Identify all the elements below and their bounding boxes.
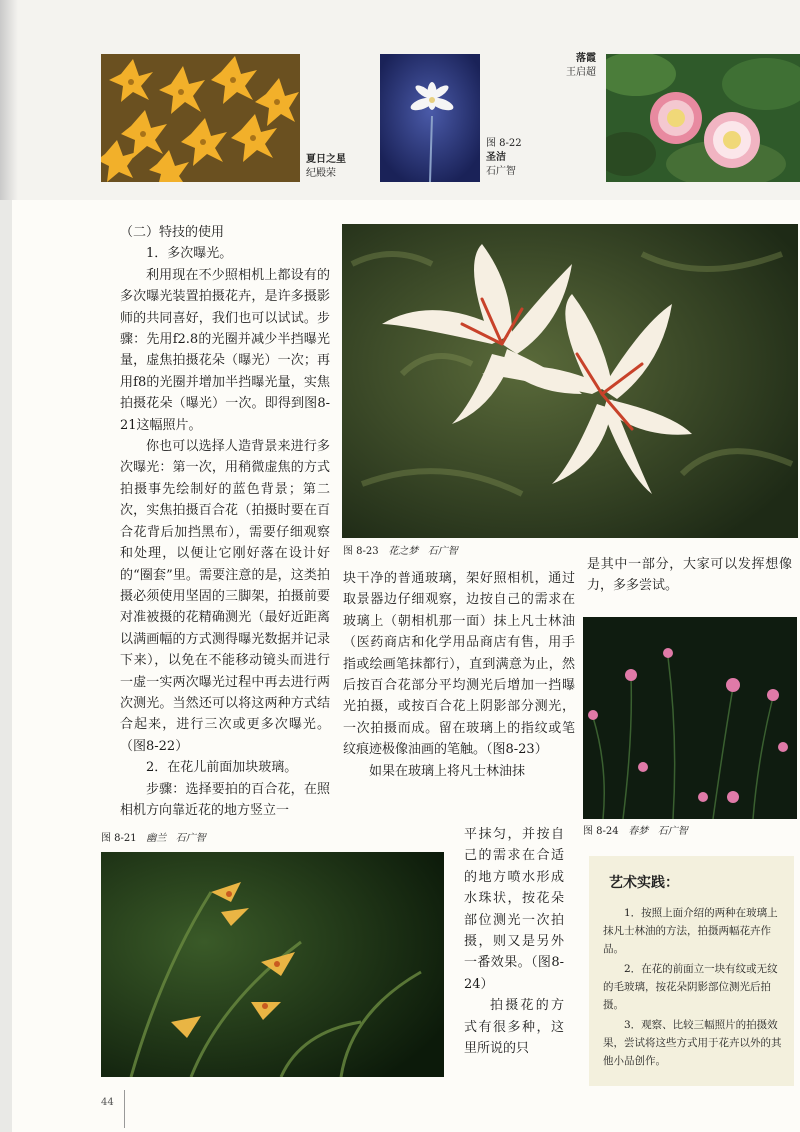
figure-8-23-image: [342, 224, 798, 538]
caption-fig-8-24: [583, 825, 688, 839]
caption-author: 王启超: [566, 67, 596, 78]
caption-purity: [486, 137, 522, 179]
figure-8-21-image: [101, 852, 444, 1077]
paragraph: 如果在玻璃上将凡士林油抹: [369, 763, 526, 779]
caption-title: 圣洁: [486, 152, 506, 163]
caption-fig-8-23: [343, 545, 458, 559]
art-practice-box: [589, 856, 794, 1086]
paragraph: 平抹匀，并按自己的需求在合适的地方喷水形成水珠状，按花朵部位测光一次拍摄，则又是另外一番效果。（图8-24）: [464, 827, 564, 992]
left-column: [120, 222, 330, 821]
caption-sunset-clouds: [566, 52, 596, 80]
figure-label: 图 8-23: [343, 546, 379, 557]
middle-column-lower: [464, 824, 564, 1059]
figure-author: 石广智: [175, 833, 206, 844]
figure-author: 石广智: [657, 826, 688, 837]
art-practice-item: 2．在花的前面立一块有纹或无纹的毛玻璃，按花朵阴影部位测光后拍摄。: [603, 963, 778, 1011]
caption-title: 夏日之星: [306, 154, 346, 165]
figure-author: 石广智: [427, 546, 458, 557]
art-practice-item: 1．按照上面介绍的两种在玻璃上抹凡士林油的方法，拍摄两幅花卉作品。: [603, 907, 778, 955]
photo-summer-star: [101, 54, 300, 182]
caption-author: 纪殿荣: [306, 168, 336, 179]
page-divider: [124, 1090, 125, 1128]
caption-fig-8-21: [101, 832, 206, 846]
subheading-glass: 2．在花儿前面加块玻璃。: [146, 760, 298, 776]
paragraph: 步骤：选择要拍的百合花，在照相机方向靠近花的地方竖立一: [120, 781, 330, 818]
figure-title: 春梦: [628, 826, 649, 837]
photo-purity: [380, 54, 480, 182]
caption-author: 石广智: [486, 166, 516, 177]
middle-column-upper: [343, 568, 575, 782]
section-heading: （二）特技的使用: [120, 225, 225, 240]
figure-label: 图 8-21: [101, 833, 137, 844]
paragraph: 拍摄花的方式有很多种，这里所说的只: [464, 998, 564, 1057]
caption-summer-star: [306, 153, 346, 181]
photo-sunset-clouds: [606, 54, 800, 182]
figure-label: 图 8-24: [583, 826, 619, 837]
orchid-image: [101, 852, 444, 1077]
caption-title: 落霞: [576, 53, 596, 64]
pink-flowers-dark-bg-image: [583, 617, 797, 819]
figure-8-24-image: [583, 617, 797, 819]
paragraph: 利用现在不少照相机上都设有的多次曝光装置拍摄花卉，是许多摄影师的共同喜好，我们也可以试试。步骤：先用f2.8的光圈并减少半挡曝光量，虚焦拍摄花朵（曝光）一次；再用f8的光圈并增加半挡曝光量，实焦拍摄花朵（曝光）一次。即得到图8-21这幅照片。: [120, 267, 330, 433]
white-lily-blue-bg-image: [380, 54, 480, 182]
paragraph: 你也可以选择人造背景来进行多次曝光：第一次，用稍微虚焦的方式拍摄事先绘制好的蓝色背景；第二次，实焦拍摄百合花（拍摄时要在百合花背后加挡黑布），需要仔细观察和处理，以便让它刚好落在设计好的“圈套”里。需要注意的是，这类拍摄必须使用坚固的三脚架，拍摄前要对准被摄的花精确测光（最好近距离以满画幅的方式测得曝光数据并记录下来），以免在不能移动镜头而进行一虚一实两次曝光过程中再去进行两次测光。当然还可以将这两种方式结合起来，进行三次或更多次曝光。（图8-22）: [120, 439, 330, 754]
paragraph: 块干净的普通玻璃，架好照相机，通过取景器边仔细观察，边按自己的需求在玻璃上（朝相机那一面）抹上凡士林油（医药商店和化学用品商店有售，用手指或绘画笔抹都行），直到满意为止，然后按百合花部分平均测光后增加一挡曝光拍摄，或按百合花上阴影部分测光，一次拍摄而成。留在玻璃上的指纹或笔纹痕迹极像油画的笔触。（图8-23）: [343, 571, 575, 758]
art-practice-title: 艺术实践：: [609, 875, 679, 891]
art-practice-item: 3．观察、比较三幅照片的拍摄效果，尝试将这些方式用于花卉以外的其他小品创作。: [603, 1019, 782, 1067]
right-column: [587, 554, 792, 597]
caption-figure: 图 8-22: [486, 138, 522, 149]
pink-lotus-image: [606, 54, 800, 182]
white-lily-oil-paint-image: [342, 224, 798, 538]
paragraph: 是其中一部分，大家可以发挥想像力，多多尝试。: [587, 557, 792, 594]
subheading-multiple-exposure: 1．多次曝光。: [146, 246, 233, 262]
figure-title: 花之梦: [388, 546, 419, 557]
lily-field-image: [101, 54, 300, 182]
page-gutter: [0, 200, 12, 1132]
figure-title: 幽兰: [146, 833, 167, 844]
page-number: 44: [101, 1097, 114, 1108]
page-edge-shadow: [0, 0, 18, 200]
